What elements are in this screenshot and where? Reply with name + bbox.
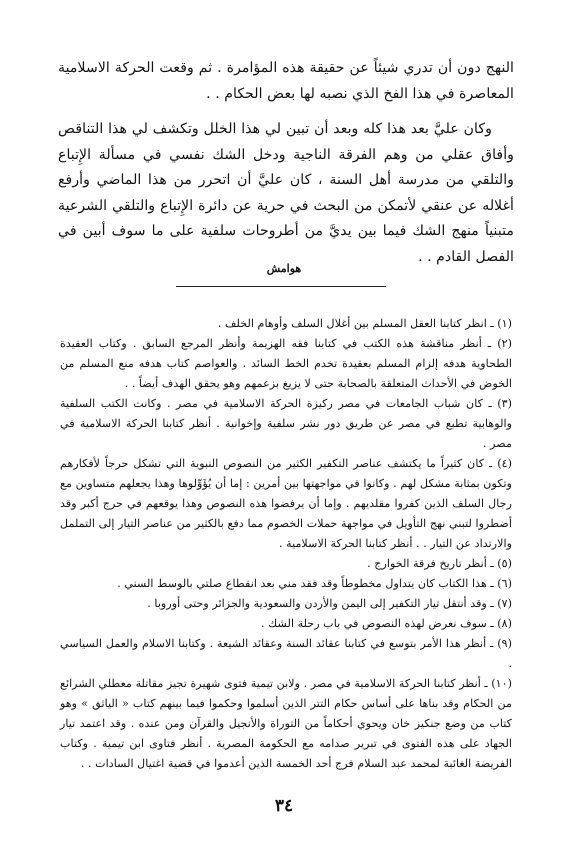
- main-text: [58, 56, 514, 270]
- footnote: (٧) ـ وقد أنتقل تيار التكفير إلى اليمن والأردن والسعودية والجزائر وحتى أوروبا .: [147, 597, 512, 610]
- footnote: (١) ـ انظر كتابنا العقل المسلم بين أغلال السلف وأوهام الخلف .: [217, 317, 512, 330]
- footnotes-heading: هوامش: [266, 262, 302, 275]
- body-paragraph: وكان عليَّ بعد هذا كله وبعد أن تبين لي هذا الخلل وتكشف لي هذا التناقص وأفاق عقلي من وهم الفرقة الناجية ودخل الشك نفسي في مسألة الإِتباع والتلقي من مدرسة أهل السنة ، كان عليَّ أن اتحرر من هذا الماضي وأرفع أغلاله عن عنقي لأتمكن من البحث في حرية عن دائرة الإِتباع والتلقي الشرعية متبنياً منهج الشك فيما بين يديَّ من أطروحات سلفية على ما سوف أبين في الفصل القادم . .: [58, 121, 514, 265]
- footnotes-list: [60, 314, 512, 774]
- footnote: (٥) ـ أنظر تاريخ فرقة الخوارج .: [367, 557, 512, 570]
- footnote: (٨) ـ سوف نعرض لهذه النصوص في باب رحلة الشك .: [261, 617, 512, 630]
- footnote: (٦) ـ هذا الكتاب كان يتداول مخطوطاً وقد فقد مني بعد انقطاع صلتي بالوسط السني .: [117, 577, 512, 590]
- footnote: (٢) ـ أنظر مناقشة هذه الكتب في كتابنا فقه الهزيمة وأنظر المرجع السابق . وكتاب العقيدة الطحاوية هدفه إلزام المسلم بعقيدة تخدم الخط السائد . والعواصم كتاب هدفه منع المسلم من الخوض في الأحداث المتعلقة بالصحابة حتى لا يزيغ بزعمهم وهو يحقق الهدف أيضاً . .: [60, 337, 512, 390]
- footnote: (١٠) ـ أنظر كتابنا الحركة الاسلامية في مصر . ولابن تيمية فتوى شهيرة تجيز مقاتلة معطلي الشرائع من الحكام وقد بناها على أساس حكام التتر الذين أسلموا وحكموا فيما بينهم كتاب « الياثق » وهو كتاب من وضع جنكيز خان ويحوي أحكاماً من التوراة والأنجيل والقرآن ومن عنده . وقد اعتمد تيار الجهاد على هذه الفتوى في تبرير صدامه مع الحكومة المصرية . أنظر فتاوى ابن تيمية . وكتاب الفريضة الغائبة لمحمد عبد السلام فرج أحد الخمسة الذين أعدموا في قضية اغتيال السادات . .: [60, 677, 512, 770]
- footnotes-divider: [176, 286, 386, 287]
- body-paragraph: النهج دون أن تدري شيئاً عن حقيقة هذه المؤامرة . ثم وقعت الحركة الاسلامية المعاصرة في هذا الفخ الذي نصبه لها بعض الحكام . .: [58, 60, 514, 102]
- footnote: (٩) ـ أنظر هذا الأمر بتوسع في كتابنا عقائد السنة وعقائد الشيعة . وكتابنا الاسلام والعمل السياسي .: [60, 637, 512, 670]
- footnote: (٣) ـ كان شباب الجامعات في مصر ركيزة الحركة الاسلامية في مصر . وكانت الكتب السلفية والوهابية تطبع في مصر عن طريق دور نشر سلفية وإخوانية . أنظر كتابنا الحركة الاسلامية في مصر .: [60, 397, 512, 450]
- page-number: ٣٤: [274, 796, 294, 816]
- footnote: (٤) ـ كان كثيراً ما يكتشف عناصر التكفير الكثير من النصوص النبوية التي تشكل حرجاً لأفكارهم وتكون بمثابة مشكل لهم . وكانوا في مواجهتها بين أمرين : إما أن يُؤَوِّلوها وهذا يجعلهم متساوين مع رجال السلف الذين كفروا مقلديهم . وإما أن يرفضوا هذه النصوص وهذا يوقعهم في حرج أكبر وقد أضطروا لتبني نهج التأويل في مواجهة حملات الخصوم مما دفع بالكثير من عناصر التيار إلى التململ والارتداد عن التيار . . أنظر كتابنا الحركة الاسلامية .: [60, 457, 512, 550]
